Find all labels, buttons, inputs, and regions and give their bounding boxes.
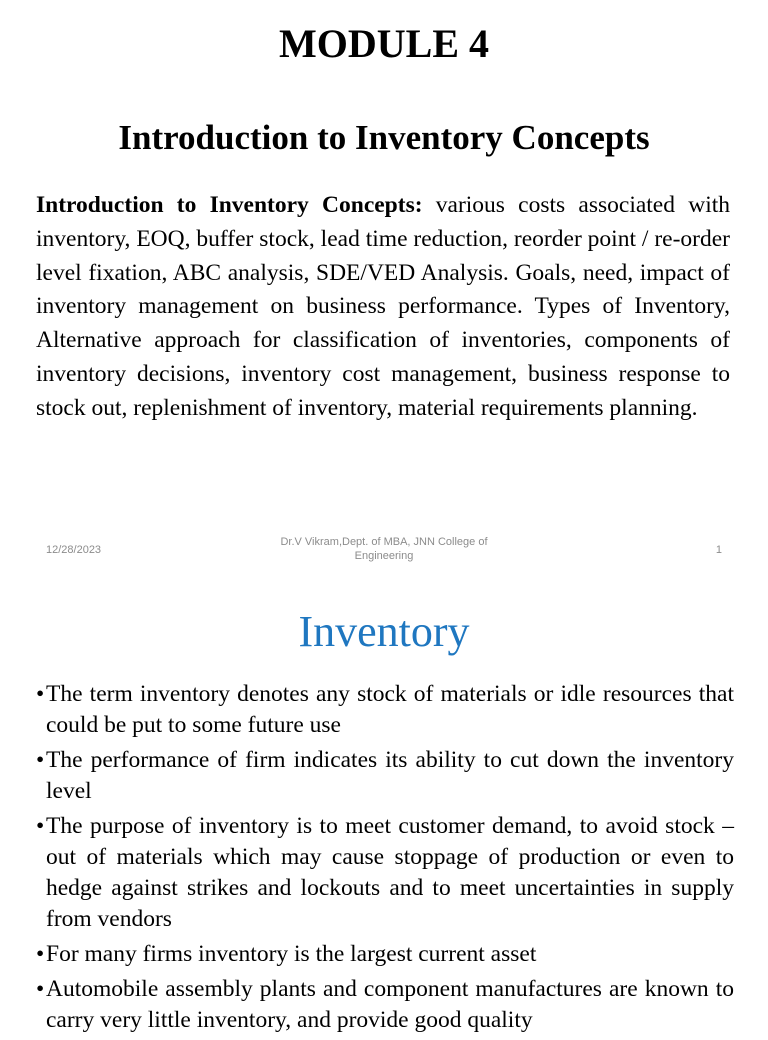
list-item [36,939,734,970]
bullet-icon: • [36,813,45,839]
footer-date: 12/28/2023 [46,544,102,556]
slide-footer [0,534,768,566]
footer-page-number: 1 [715,544,722,556]
list-item [36,679,734,741]
footer-author: Dr.V Vikram,Dept. of MBA, JNN College of Engineering [280,536,488,562]
list-item [36,811,734,935]
slide-title: Introduction to Inventory Concepts [118,118,650,157]
bullet-icon: • [36,976,45,1002]
intro-lead: Introduction to Inventory Concepts: [36,192,423,218]
list-item [36,745,734,807]
bullet-icon: • [36,681,45,707]
bullet-text: For many firms inventory is the largest current asset [46,941,537,967]
intro-paragraph [36,189,730,426]
slide-2 [0,575,768,1033]
slide-title: Inventory [298,607,470,656]
bullet-list [36,679,734,1040]
list-item [36,974,734,1036]
module-title: MODULE 4 [279,21,489,66]
bullet-text: The purpose of inventory is to meet customer demand, to avoid stock –out of materials which may cause stoppage of production or even to hedge against strikes and lockouts and to meet uncertainties in supply from vendors [46,813,734,932]
bullet-text: Automobile assembly plants and component manufactures are known to carry very little inventory, and provide good quality [46,976,734,1033]
bullet-icon: • [36,747,45,773]
bullet-text: The performance of firm indicates its ability to cut down the inventory level [46,747,734,804]
bullet-text: The term inventory denotes any stock of materials or idle resources that could be put to some future use [46,681,734,738]
intro-text: various costs associated with inventory, EOQ, buffer stock, lead time reduction, reorder point / re-order level fixation, ABC analysis, SDE/VED Analysis. Goals, need, impact of inventory management on business performance. Types of Inventory, Alternative approach for classification of inventories, components of inventory decisions, inventory cost management, business response to stock out, replenishment of inventory, material requirements planning. [36,192,730,421]
bullet-icon: • [36,941,45,967]
